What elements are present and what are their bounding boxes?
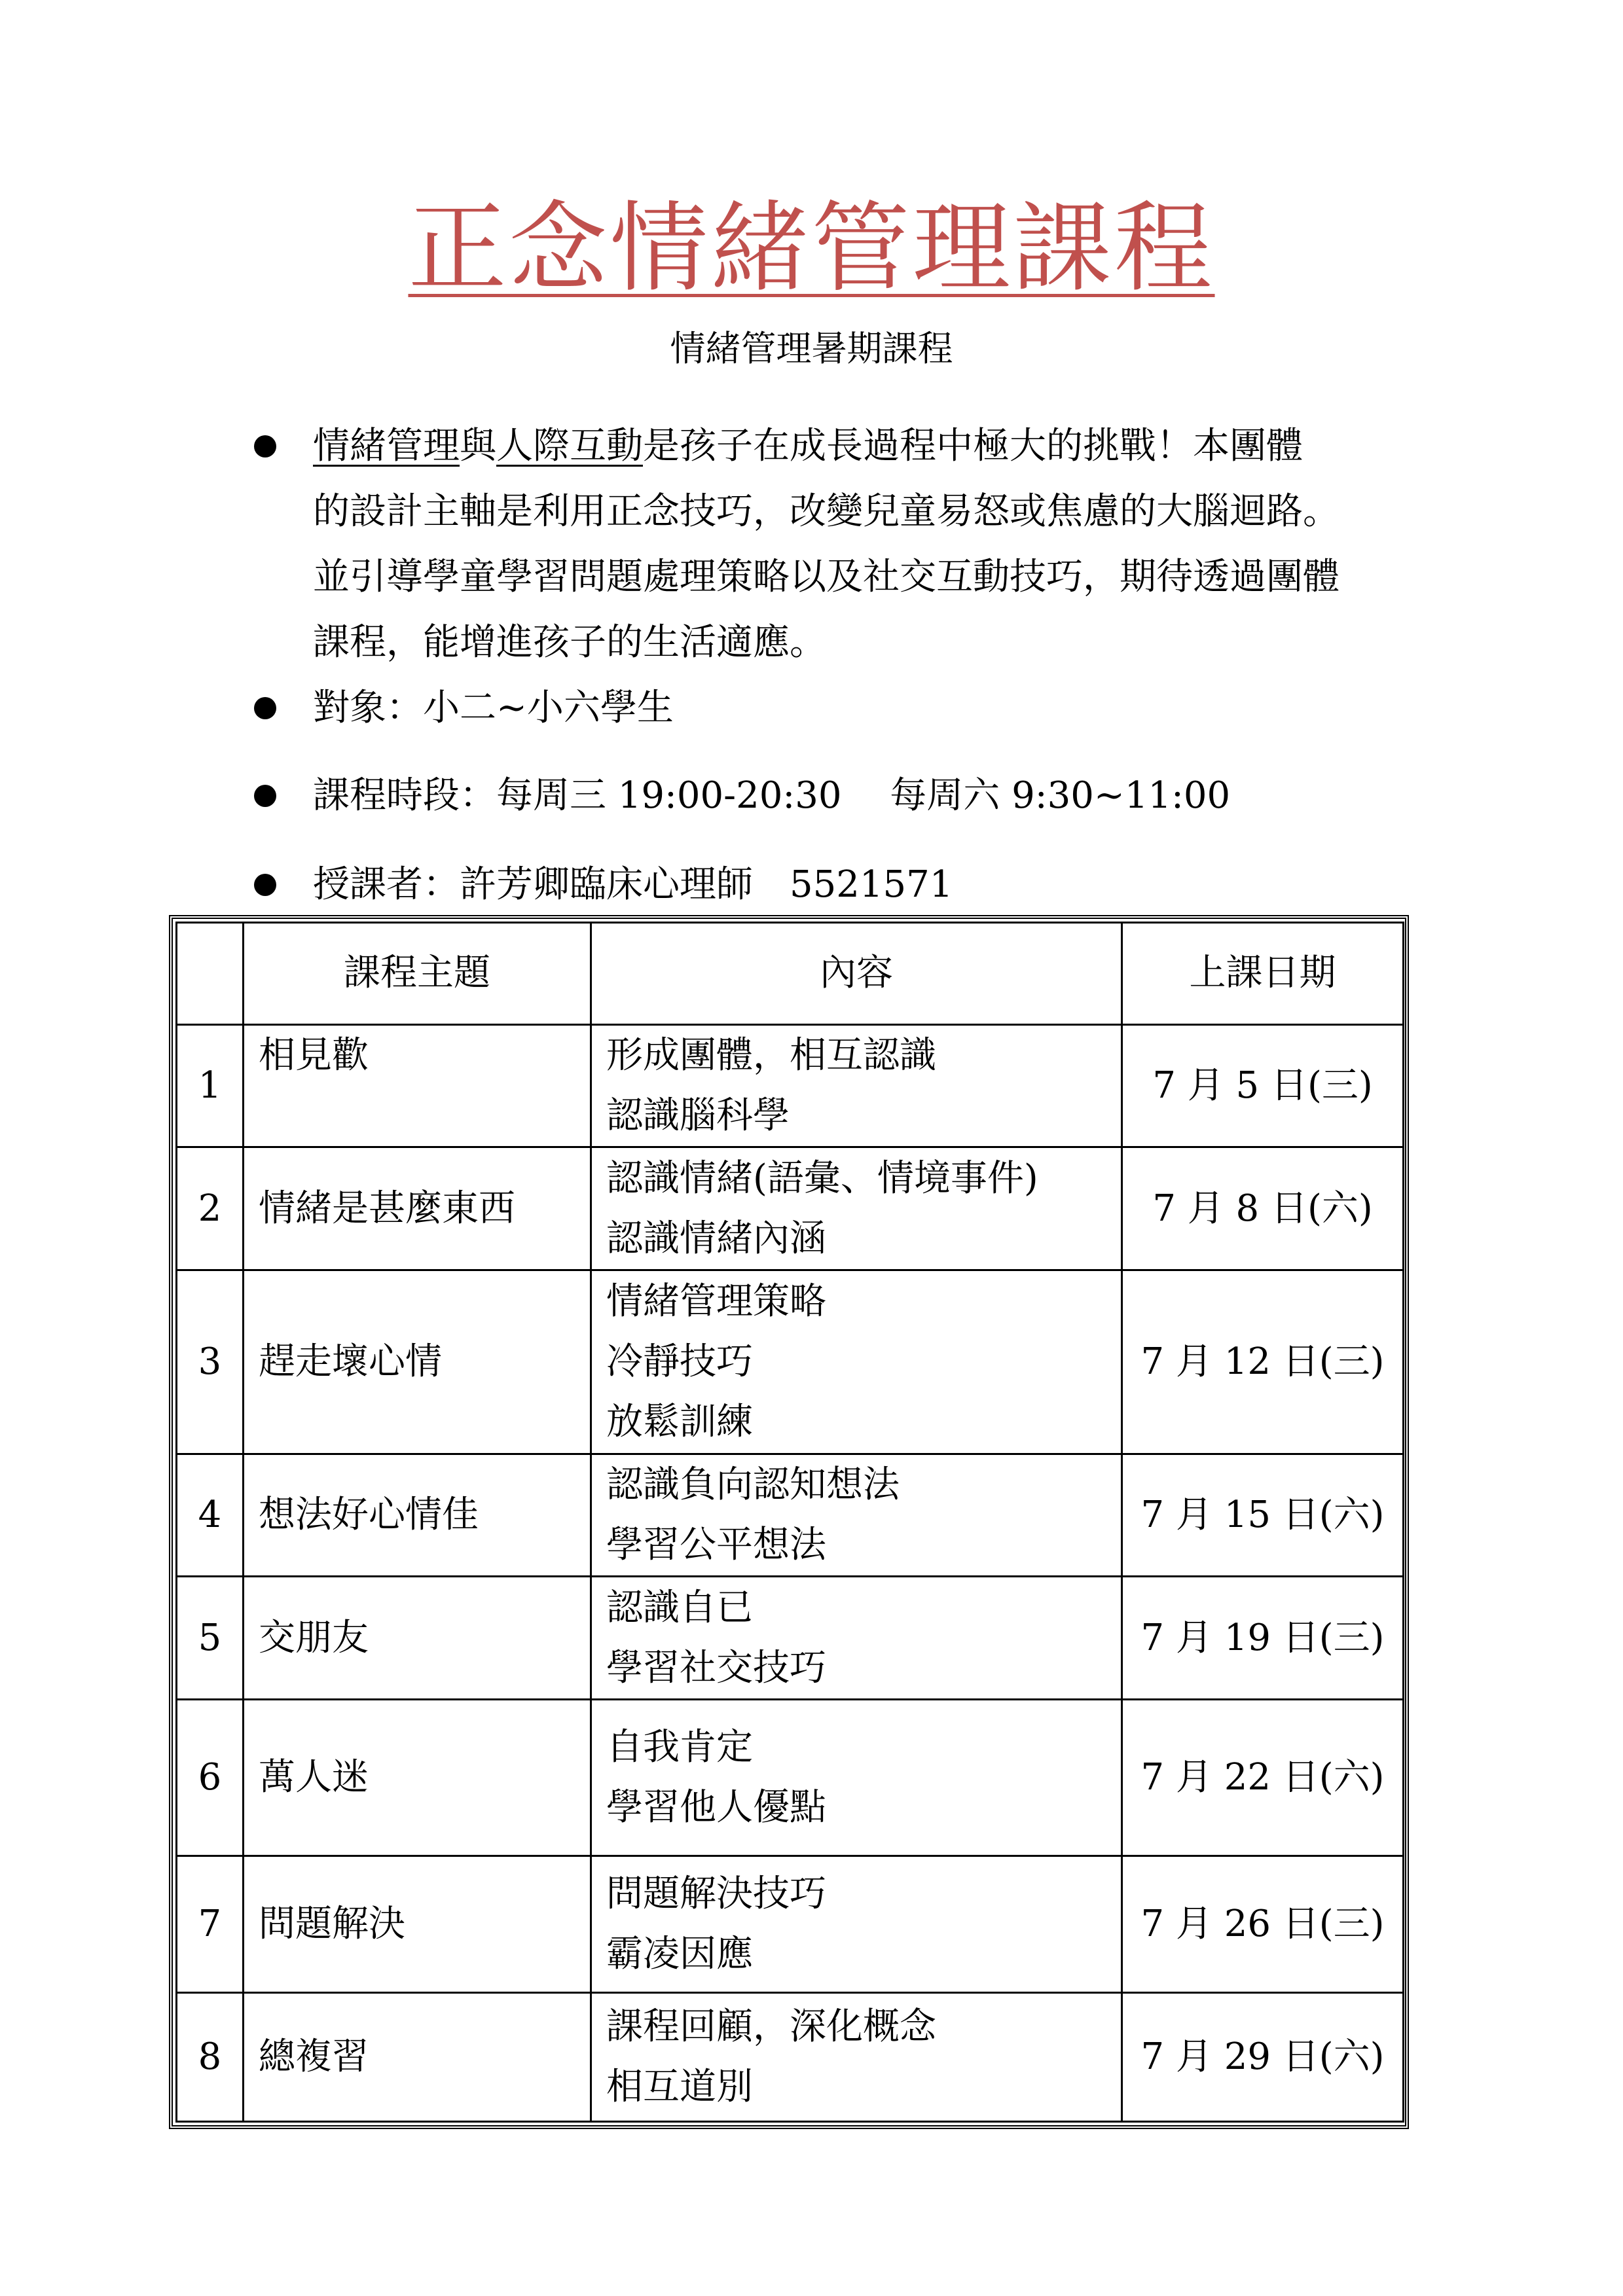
table-row <box>177 1577 1404 1700</box>
row-date: 7 月 15 日(六) <box>1122 1454 1404 1577</box>
bullet-icon <box>254 435 276 457</box>
table-row <box>177 1700 1404 1856</box>
table-row <box>177 1856 1404 1993</box>
row-date: 7 月 5 日(三) <box>1122 1024 1404 1147</box>
content-line: 學習他人優點 <box>606 1786 826 1829</box>
intro-line: 是孩子在成長過程中極大的挑戰！本團體 <box>643 425 1303 467</box>
table-row <box>177 1993 1404 2122</box>
row-date: 7 月 12 日(三) <box>1122 1270 1404 1454</box>
row-content <box>591 1024 1122 1147</box>
bullet-icon <box>254 785 276 807</box>
row-date: 7 月 19 日(三) <box>1122 1577 1404 1700</box>
content-line: 自我肯定 <box>606 1726 753 1769</box>
intro-text <box>313 414 1408 675</box>
bullet-icon <box>254 697 276 719</box>
content-line: 課程回顧，深化概念 <box>606 2005 936 2049</box>
target-text: 對象：小二~小六學生 <box>313 687 674 729</box>
row-content <box>591 1270 1122 1454</box>
table-row <box>177 1147 1404 1270</box>
row-content <box>591 1147 1122 1270</box>
course-table-frame <box>169 915 1409 2129</box>
table-row <box>177 1454 1404 1577</box>
row-content <box>591 1454 1122 1577</box>
row-date: 7 月 8 日(六) <box>1122 1147 1404 1270</box>
header-date: 上課日期 <box>1122 923 1404 1025</box>
content-line: 認識自已 <box>606 1586 753 1629</box>
row-topic: 情緒是甚麼東西 <box>244 1147 591 1270</box>
header-content: 內容 <box>591 923 1122 1025</box>
table-header-row <box>177 923 1404 1025</box>
row-number: 5 <box>177 1577 244 1700</box>
row-topic: 萬人迷 <box>244 1700 591 1856</box>
row-number: 4 <box>177 1454 244 1577</box>
row-number: 1 <box>177 1024 244 1147</box>
row-number: 2 <box>177 1147 244 1270</box>
content-line: 冷靜技巧 <box>606 1340 753 1383</box>
intro-underline-emotion: 情緒管理 <box>313 425 460 467</box>
content-line: 認識腦科學 <box>606 1094 790 1138</box>
content-line: 問題解決技巧 <box>606 1873 826 1916</box>
row-content <box>591 1856 1122 1993</box>
content-line: 學習公平想法 <box>606 1523 826 1566</box>
row-date: 7 月 29 日(六) <box>1122 1993 1404 2122</box>
content-line: 認識情緒內涵 <box>606 1217 826 1260</box>
row-topic: 想法好心情佳 <box>244 1454 591 1577</box>
content-line: 相互道別 <box>606 2066 753 2109</box>
row-topic: 總複習 <box>244 1993 591 2122</box>
row-topic: 交朋友 <box>244 1577 591 1700</box>
content-line: 認識情緒(語彙、情境事件) <box>606 1157 1038 1200</box>
row-number: 3 <box>177 1270 244 1454</box>
row-number: 8 <box>177 1993 244 2122</box>
row-content <box>591 1993 1122 2122</box>
content-line: 放鬆訓練 <box>606 1400 753 1443</box>
table-row <box>177 1270 1404 1454</box>
page-title: 正念情緒管理課程 <box>408 192 1215 306</box>
intro-underline-social: 人際互動 <box>496 425 643 467</box>
instructor-text: 授課者：許芳卿臨床心理師 5521571 <box>313 863 953 906</box>
row-date: 7 月 26 日(三) <box>1122 1856 1404 1993</box>
bullet-icon <box>254 874 276 896</box>
content-line: 學習社交技巧 <box>606 1646 826 1689</box>
row-topic: 問題解決 <box>244 1856 591 1993</box>
row-topic: 趕走壞心情 <box>244 1270 591 1454</box>
row-number: 6 <box>177 1700 244 1856</box>
schedule-text: 課程時段：每周三 19:00-20:30 每周六 9:30~11:00 <box>313 774 1231 817</box>
header-num <box>177 923 244 1025</box>
intro-line: 的設計主軸是利用正念技巧，改變兒童易怒或焦慮的大腦迴路。 <box>313 490 1340 533</box>
content-line: 認識負向認知想法 <box>606 1463 900 1506</box>
header-topic: 課程主題 <box>244 923 591 1025</box>
course-table <box>175 922 1404 2123</box>
row-date: 7 月 22 日(六) <box>1122 1700 1404 1856</box>
row-content <box>591 1700 1122 1856</box>
intro-joiner: 與 <box>460 425 496 467</box>
row-content <box>591 1577 1122 1700</box>
intro-line: 並引導學童學習問題處理策略以及社交互動技巧，期待透過團體 <box>313 556 1340 598</box>
row-topic: 相見歡 <box>244 1024 591 1147</box>
content-line: 情緒管理策略 <box>606 1280 826 1323</box>
table-row <box>177 1024 1404 1147</box>
row-number: 7 <box>177 1856 244 1993</box>
content-line: 霸凌因應 <box>606 1933 753 1976</box>
intro-line: 課程，能增進孩子的生活適應。 <box>313 621 826 664</box>
page-subtitle: 情緒管理暑期課程 <box>670 328 953 369</box>
content-line: 形成團體，相互認識 <box>606 1034 936 1077</box>
